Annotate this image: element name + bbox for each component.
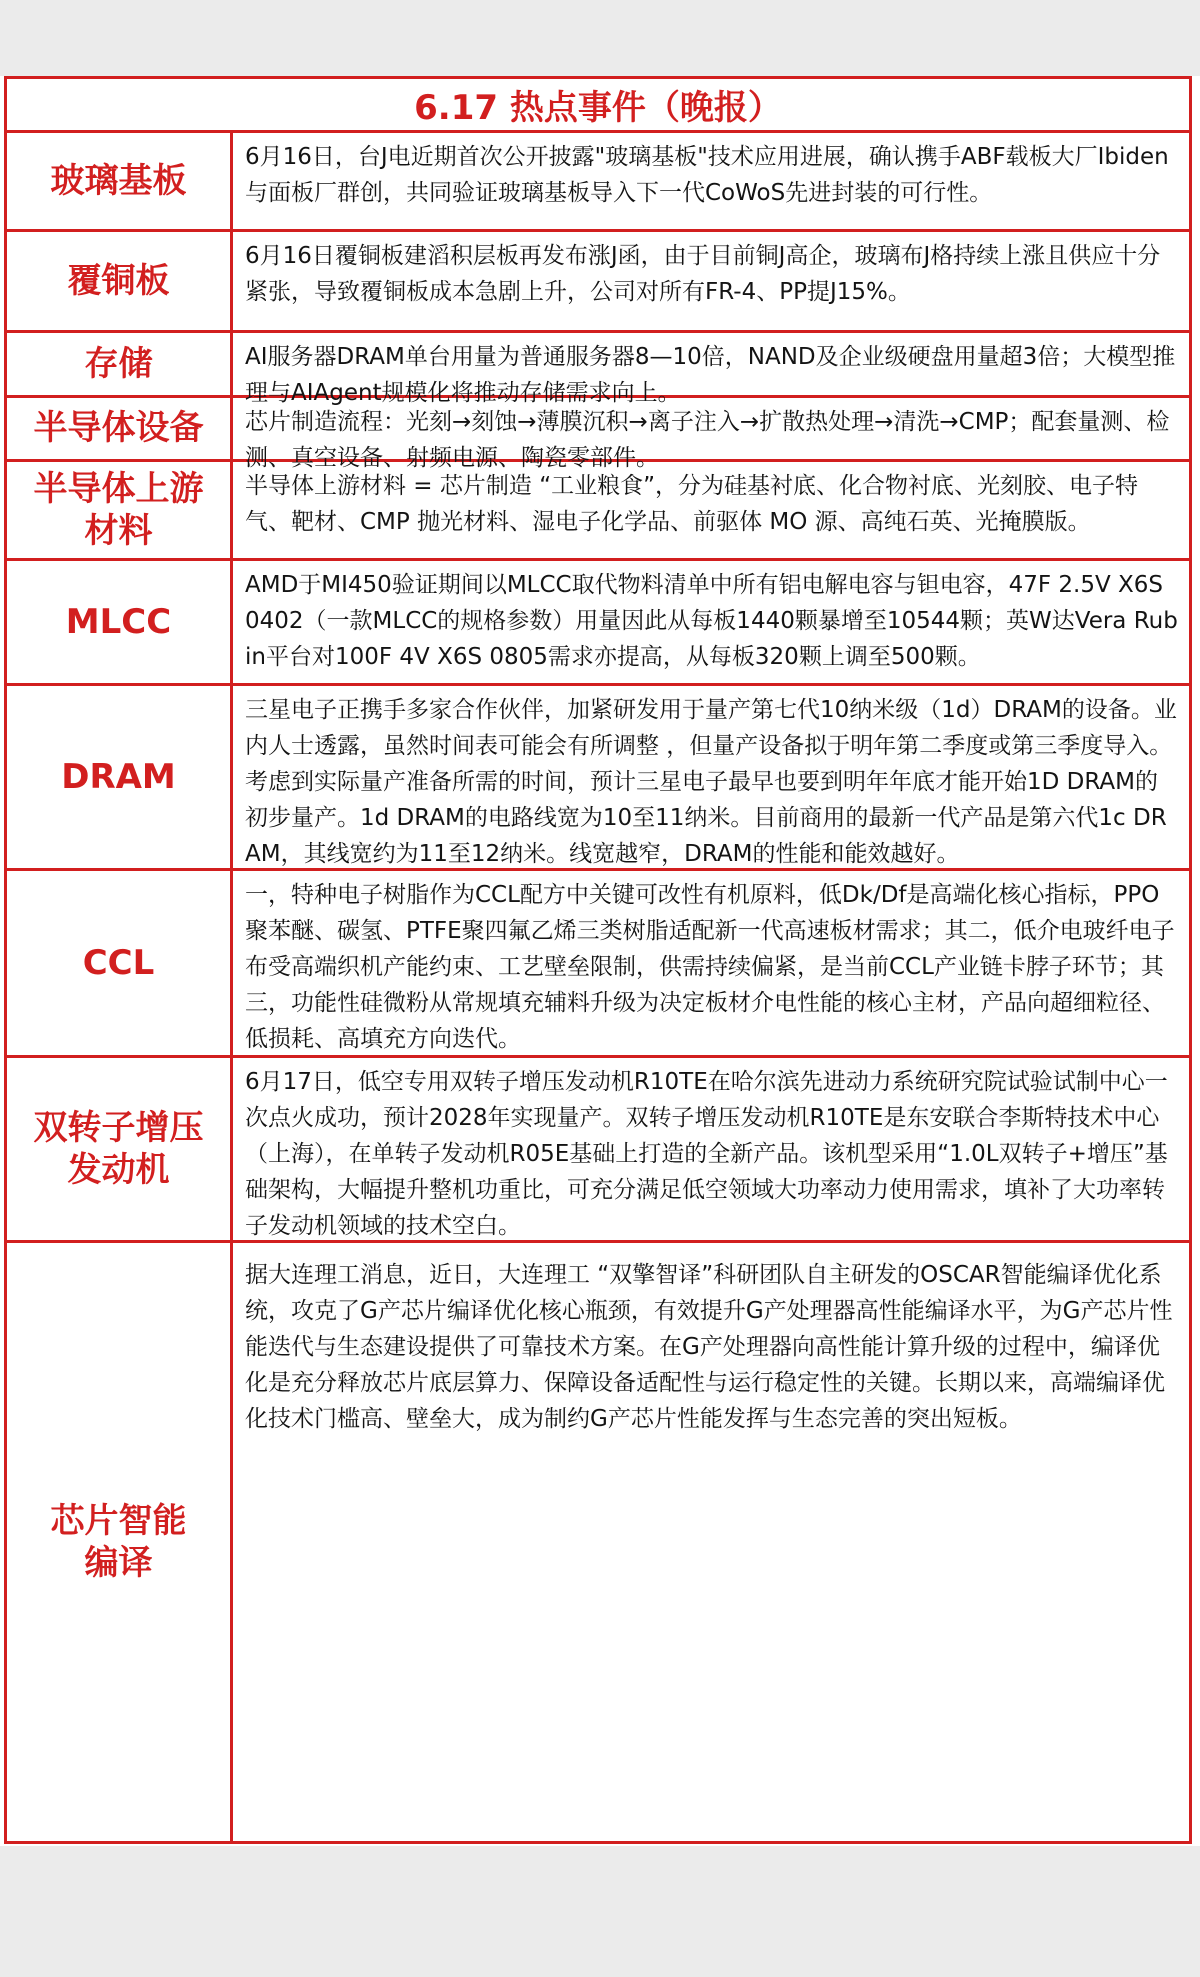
row-content: 三星电子正携手多家合作伙伴，加紧研发用于量产第七代10纳米级（1d）DRAM的设备。业内人士透露，虽然时间表可能会有所调整 ，但量产设备拟于明年第二季度或第三季度导入。考虑到实际量产准备所需的时间，预计三星电子最早也要到明年年底才能开始1D DRAM的初步量产。1d DRAM的电路线宽为10至11纳米。目前商用的最新一代产品是第六代1c DRAM，其线宽约为11至12纳米。线宽越窄，DRAM的性能和能效越好。: [245, 697, 1177, 867]
row-content: 芯片制造流程：光刻→刻蚀→薄膜沉积→离子注入→扩散热处理→清洗→CMP；配套量测、检测、真空设备、射频电源、陶瓷零部件。: [245, 409, 1170, 471]
row-label: 芯片智能编译: [7, 1243, 233, 1841]
report-table: [4, 76, 1192, 1844]
row-label: 存储: [7, 333, 233, 395]
table-row: [7, 462, 1189, 561]
table-row: [7, 398, 1189, 471]
report-title: 6.17 热点事件（晚报）: [7, 79, 1189, 133]
row-label: 双转子增压发动机: [7, 1058, 233, 1240]
row-content: AMD于MI450验证期间以MLCC取代物料清单中所有铝电解电容与钽电容，47F 2.5V X6S 0402（一款MLCC的规格参数）用量因此从每板1440颗暴增至10544颗；英W达Vera Rubin平台对100F 4V X6S 0805需求亦提高，从每板320颗上调至500颗。: [245, 572, 1178, 670]
table-row: [7, 133, 1189, 232]
table-row: [7, 686, 1189, 871]
row-content: 一，特种电子树脂作为CCL配方中关键可改性有机原料，低Dk/Df是高端化核心指标，PPO聚苯醚、碳氢、PTFE聚四氟乙烯三类树脂适配新一代高速板材需求；其二，低介电玻纤电子布受高端织机产能约束、工艺壁垒限制，供需持续偏紧，是当前CCL产业链卡脖子环节；其三，功能性硅微粉从常规填充辅料升级为决定板材介电性能的核心主材，产品向超细粒径、低损耗、高填充方向迭代。: [245, 882, 1175, 1052]
table-row: [7, 1243, 1189, 1841]
table-row: [7, 561, 1189, 686]
table-row: [7, 333, 1189, 406]
table-row: [7, 871, 1189, 1058]
row-content: 6月16日覆铜板建滔积层板再发布涨J函，由于目前铜J高企，玻璃布J格持续上涨且供应十分紧张，导致覆铜板成本急剧上升，公司对所有FR-4、PP提J15%。: [245, 243, 1161, 305]
row-content: 半导体上游材料 = 芯片制造 “工业粮食”，分为硅基衬底、化合物衬底、光刻胶、电子特气、靶材、CMP 抛光材料、湿电子化学品、前驱体 MO 源、高纯石英、光掩膜版。: [245, 473, 1139, 535]
row-content: 6月16日，台J电近期首次公开披露"玻璃基板"技术应用进展，确认携手ABF载板大厂Ibiden与面板厂群创，共同验证玻璃基板导入下一代CoWoS先进封装的可行性。: [245, 144, 1169, 206]
row-label: 玻璃基板: [7, 133, 233, 229]
row-content: AI服务器DRAM单台用量为普通服务器8—10倍，NAND及企业级硬盘用量超3倍；大模型推理与AIAgent规模化将推动存储需求向上。: [245, 344, 1176, 406]
report-sheet: [0, 76, 1200, 1846]
table-row: [7, 1058, 1189, 1243]
top-margin: [0, 0, 1200, 76]
table-row: [7, 232, 1189, 333]
row-label: DRAM: [7, 686, 233, 868]
bottom-margin: [0, 1846, 1200, 1977]
row-label: 半导体设备: [7, 398, 233, 459]
row-label: 半导体上游材料: [7, 462, 233, 558]
row-label: 覆铜板: [7, 232, 233, 330]
row-label: MLCC: [7, 561, 233, 683]
row-label: CCL: [7, 871, 233, 1055]
row-content: 6月17日，低空专用双转子增压发动机R10TE在哈尔滨先进动力系统研究院试验试制中心一次点火成功，预计2028年实现量产。双转子增压发动机R10TE是东安联合李斯特技术中心（上海），在单转子发动机R05E基础上打造的全新产品。该机型采用“1.0L双转子+增压”基础架构，大幅提升整机功重比，可充分满足低空领域大功率动力使用需求，填补了大功率转子发动机领域的技术空白。: [245, 1069, 1168, 1239]
row-content: 据大连理工消息，近日，大连理工 “双擎智译”科研团队自主研发的OSCAR智能编译优化系统，攻克了G产芯片编译优化核心瓶颈，有效提升G产处理器高性能编译水平，为G产芯片性能迭代与生态建设提供了可靠技术方案。在G产处理器向高性能计算升级的过程中，编译优化是充分释放芯片底层算力、保障设备适配性与运行稳定性的关键。长期以来，高端编译优化技术门槛高、壁垒大，成为制约G产芯片性能发挥与生态完善的突出短板。: [245, 1262, 1173, 1432]
